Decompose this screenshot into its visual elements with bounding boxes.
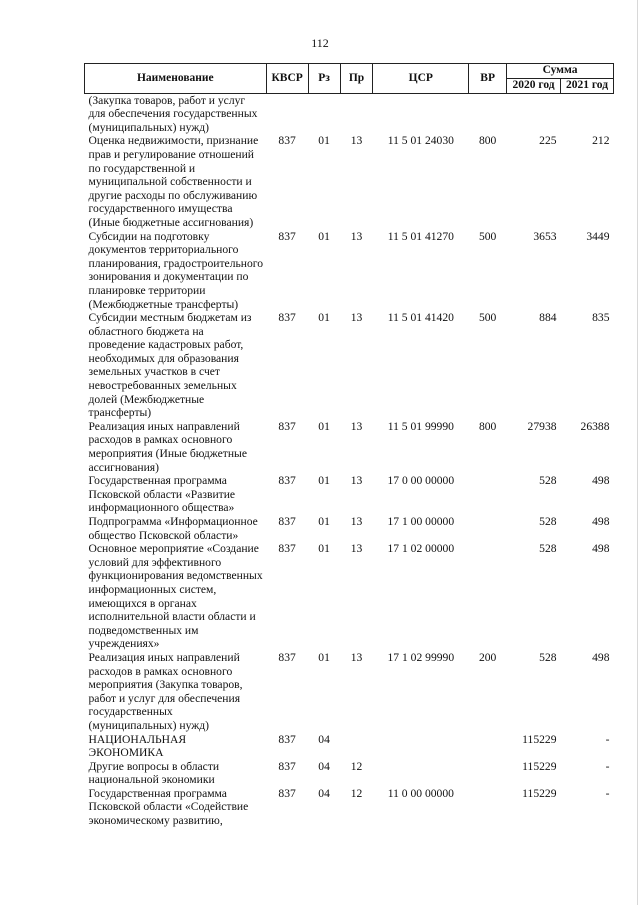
cell-kvsr: 837 xyxy=(278,311,296,325)
cell-kvsr: 837 xyxy=(278,650,296,664)
cell-name: (Закупка товаров, работ и услуг для обеспечения государственных (муниципальных) нужд) xyxy=(88,93,258,134)
cell-pr xyxy=(340,733,373,760)
cell-vr xyxy=(469,787,507,828)
cell-csr xyxy=(373,760,469,787)
cell-rz: 01 xyxy=(318,134,330,148)
cell-2021: 3449 xyxy=(586,229,610,243)
cell-2020: 884 xyxy=(539,311,557,325)
cell-2020: 115229 xyxy=(522,732,557,746)
cell-pr: 13 xyxy=(350,515,363,528)
cell-vr xyxy=(469,733,507,760)
cell-2020: 225 xyxy=(539,134,557,148)
cell-2021: 498 xyxy=(592,542,610,556)
cell-rz: 04 xyxy=(318,732,330,746)
cell-pr: 13 xyxy=(350,311,363,325)
cell-csr: 11 0 00 00000 xyxy=(387,786,454,800)
cell-pr: 13 xyxy=(350,229,363,243)
cell-2021: 26388 xyxy=(580,419,610,433)
cell-name: Реализация иных направлений расходов в рамках основного мероприятия (Иные бюджетные ассигнования) xyxy=(88,419,247,474)
cell-pr: 12 xyxy=(350,786,363,800)
cell-pr: 13 xyxy=(350,542,363,556)
cell-2020: 528 xyxy=(539,474,557,488)
cell-pr: 13 xyxy=(350,474,363,488)
cell-csr: 11 5 01 24030 xyxy=(387,134,454,148)
header-year-2021: 2021 год xyxy=(561,79,614,94)
cell-kvsr: 837 xyxy=(278,474,296,488)
cell-csr: 11 5 01 41420 xyxy=(387,311,454,325)
cell-name: Субсидии местным бюджетам из областного бюджета на проведение кадастровых работ, необходимых для образования земельных участков в счет невостребованных земельных долей (Межбюджетные трансферты) xyxy=(88,311,252,420)
cell-2021: - xyxy=(605,786,610,800)
table-row xyxy=(85,420,614,474)
cell-vr xyxy=(469,515,507,542)
cell-2021: 498 xyxy=(592,474,610,488)
cell-name: Реализация иных направлений расходов в рамках основного мероприятия (Закупка товаров, работ и услуг для обеспечения государственных (муниципальных) нужд) xyxy=(88,650,243,732)
table-row xyxy=(85,93,614,134)
cell-name: Основное мероприятие «Создание условий для эффективного функционирования ведомственных информационных систем, имеющихся в органах исполнительной власти области и подведомственных им учреждениях» xyxy=(88,542,263,651)
cell-vr: 800 xyxy=(478,134,497,148)
cell-kvsr: 837 xyxy=(278,515,296,528)
table-row xyxy=(85,651,614,733)
cell-kvsr: 837 xyxy=(278,542,296,556)
cell-kvsr: 837 xyxy=(278,786,296,800)
header-vr: ВР xyxy=(469,64,507,94)
cell-rz: 01 xyxy=(318,650,330,664)
header-pr: Пр xyxy=(340,64,373,94)
scan-edge-line xyxy=(637,0,638,905)
table-row xyxy=(85,733,614,760)
cell-rz: 01 xyxy=(318,515,330,528)
cell-pr: 12 xyxy=(350,759,363,773)
cell-rz: 04 xyxy=(318,759,330,773)
cell-2020 xyxy=(507,93,561,134)
cell-csr: 17 1 00 00000 xyxy=(387,515,455,528)
cell-2021: - xyxy=(605,759,610,773)
cell-2021: 212 xyxy=(592,134,610,148)
cell-2021: 498 xyxy=(592,515,610,528)
table-body xyxy=(85,93,614,828)
cell-vr: 500 xyxy=(478,311,497,325)
cell-rz: 01 xyxy=(318,419,330,433)
cell-2020: 115229 xyxy=(522,786,557,800)
cell-name: НАЦИОНАЛЬНАЯ ЭКОНОМИКА xyxy=(88,732,187,760)
cell-2021: 835 xyxy=(592,311,610,325)
cell-vr xyxy=(469,474,507,515)
cell-kvsr: 837 xyxy=(278,134,296,148)
cell-rz: 01 xyxy=(318,311,330,325)
cell-csr: 17 1 02 99990 xyxy=(387,650,455,664)
cell-2020: 27938 xyxy=(527,419,557,433)
cell-vr xyxy=(469,93,507,134)
header-rz: Рз xyxy=(308,64,340,94)
table-row xyxy=(85,134,614,229)
cell-name: Оценка недвижимости, признание прав и регулирование отношений по государственной и муниципальной собственности и другие расходы по обслуживанию государственного имущества (Иные бюджетные ассигнования) xyxy=(88,134,259,229)
cell-name: Подпрограмма «Информационное общество Псковской области» xyxy=(88,515,258,542)
cell-rz xyxy=(308,93,340,134)
cell-vr: 200 xyxy=(478,650,497,664)
cell-csr: 11 5 01 41270 xyxy=(387,229,454,243)
cell-kvsr xyxy=(266,93,308,134)
cell-rz: 01 xyxy=(318,229,330,243)
cell-2021 xyxy=(561,93,614,134)
cell-pr: 13 xyxy=(350,134,363,148)
cell-2020: 115229 xyxy=(522,759,557,773)
cell-csr: 17 1 02 00000 xyxy=(387,542,455,556)
table-row xyxy=(85,760,614,787)
cell-2021: 498 xyxy=(592,650,610,664)
cell-2020: 528 xyxy=(539,650,557,664)
cell-kvsr: 837 xyxy=(278,759,296,773)
header-kvsr: КВСР xyxy=(266,64,308,94)
header-name: Наименование xyxy=(85,64,267,94)
cell-kvsr: 837 xyxy=(278,419,296,433)
cell-pr: 13 xyxy=(350,650,363,664)
cell-name: Государственная программа Псковской области «Развитие информационного общества» xyxy=(88,474,236,515)
cell-vr: 800 xyxy=(478,419,497,433)
cell-vr xyxy=(469,542,507,651)
cell-rz: 01 xyxy=(318,474,330,488)
cell-csr: 11 5 01 99990 xyxy=(387,419,454,433)
budget-table xyxy=(84,63,614,828)
table-row xyxy=(85,787,614,828)
cell-vr xyxy=(469,760,507,787)
table-row xyxy=(85,230,614,312)
cell-kvsr: 837 xyxy=(278,732,296,746)
cell-vr: 500 xyxy=(478,229,497,243)
cell-pr: 13 xyxy=(350,419,363,433)
cell-csr xyxy=(373,733,469,760)
cell-rz: 04 xyxy=(318,786,330,800)
header-year-2020: 2020 год xyxy=(507,79,561,94)
cell-rz: 01 xyxy=(318,542,330,556)
cell-name: Государственная программа Псковской области «Содействие экономическому развитию, xyxy=(88,786,249,828)
table-header xyxy=(85,64,614,94)
cell-pr xyxy=(340,93,373,134)
cell-2020: 528 xyxy=(539,515,557,528)
table-row xyxy=(85,542,614,651)
page-number: 112 xyxy=(311,36,329,50)
cell-kvsr: 837 xyxy=(278,229,296,243)
cell-csr: 17 0 00 00000 xyxy=(387,474,455,488)
cell-2020: 3653 xyxy=(533,229,557,243)
cell-2021: - xyxy=(605,732,610,746)
cell-csr xyxy=(373,93,469,134)
table-row xyxy=(85,515,614,542)
header-csr: ЦСР xyxy=(373,64,469,94)
cell-2020: 528 xyxy=(539,542,557,556)
cell-name: Субсидии на подготовку документов территориального планирования, градостроительного зонирования и документации по планировке территории (Межбюджетные трансферты) xyxy=(88,229,264,311)
table-row xyxy=(85,311,614,420)
header-sum: Сумма xyxy=(507,64,614,79)
cell-name: Другие вопросы в области национальной экономики xyxy=(88,759,220,787)
table-row xyxy=(85,474,614,515)
